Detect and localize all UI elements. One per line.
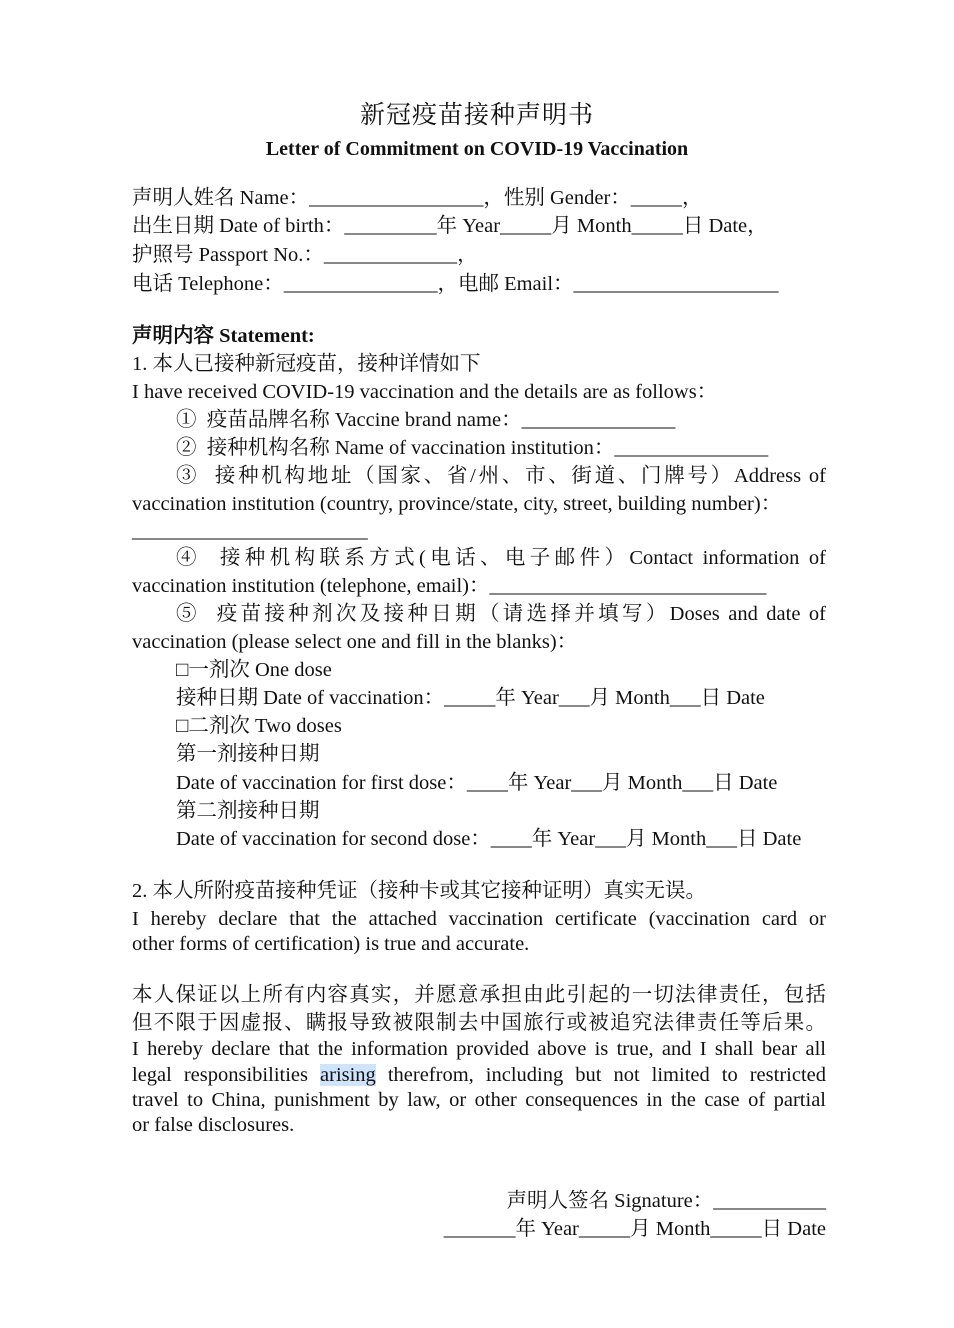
guarantee-chinese-line-1: 本人保证以上所有内容真实，并愿意承担由此引起的一切法律责任，包括 — [132, 984, 826, 1006]
guarantee-text-before-highlight: legal responsibilities — [132, 1064, 321, 1086]
first-dose-date: Date of vaccination for first dose：____年 Year___月 Month___日 Date — [176, 772, 778, 794]
name-gender-line: 声明人姓名 Name：_________________，性别 Gender：_____， — [132, 187, 703, 209]
item1-chinese: 1. 本人已接种新冠疫苗，接种详情如下 — [132, 353, 481, 375]
one-dose-option: □一剂次 One dose — [176, 659, 332, 681]
telephone-email-line: 电话 Telephone：_______________，电邮 Email：____________________ — [132, 273, 779, 295]
institution-address-blank: _______________________ — [132, 520, 368, 542]
highlighted-word[interactable]: arising — [320, 1064, 376, 1086]
vaccine-brand-line: ① 疫苗品牌名称 Vaccine brand name：_______________ — [176, 409, 676, 431]
institution-address-line-2: vaccination institution (country, province/state, city, street, building number)： — [132, 493, 782, 515]
two-doses-option: □二剂次 Two doses — [176, 715, 342, 737]
signature-date-line: _______年 Year_____月 Month_____日 Date — [443, 1218, 826, 1240]
one-dose-date: 接种日期 Date of vaccination：_____年 Year___月 Month___日 Date — [176, 687, 765, 709]
item2-english-line-2: other forms of certification) is true and accurate. — [132, 933, 530, 955]
item2-english-line-1: I hereby declare that the attached vaccination certificate (vaccination card or — [132, 908, 826, 930]
institution-name-line: ② 接种机构名称 Name of vaccination institution：_______________ — [176, 437, 769, 459]
first-dose-label: 第一剂接种日期 — [176, 743, 320, 765]
guarantee-chinese-line-2: 但不限于因虚报、瞒报导致被限制去中国旅行或被追究法律责任等后果。 — [132, 1012, 826, 1034]
item1-english: I have received COVID-19 vaccination and the details are as follows： — [132, 381, 718, 403]
doses-line-1: ⑤ 疫苗接种剂次及接种日期（请选择并填写）Doses and date of — [176, 603, 826, 625]
institution-contact-line-2: vaccination institution (telephone, email)：___________________________ — [132, 575, 767, 597]
title-chinese: 新冠疫苗接种声明书 — [359, 102, 594, 129]
birth-date-line: 出生日期 Date of birth：_________年 Year_____月 Month_____日 Date， — [132, 215, 768, 237]
guarantee-english-line-4: or false disclosures. — [132, 1114, 295, 1136]
institution-address-line-1: ③ 接种机构地址（国家、省/州、市、街道、门牌号）Address of — [176, 465, 826, 487]
guarantee-text-after-highlight: therefrom, including but not limited to restricted — [375, 1064, 826, 1086]
guarantee-english-line-1: I hereby declare that the information provided above is true, and I shall bear all — [132, 1038, 826, 1060]
signature-line: 声明人签名 Signature：___________ — [506, 1190, 826, 1212]
statement-heading: 声明内容 Statement: — [132, 325, 315, 347]
guarantee-english-line-2 — [132, 1062, 826, 1088]
item2-chinese: 2. 本人所附疫苗接种凭证（接种卡或其它接种证明）真实无误。 — [132, 880, 706, 902]
guarantee-english-line-3: travel to China, punishment by law, or other consequences in the case of partial — [132, 1089, 826, 1111]
second-dose-label: 第二剂接种日期 — [176, 800, 320, 822]
title-english: Letter of Commitment on COVID-19 Vaccination — [265, 138, 689, 160]
doses-line-2: vaccination (please select one and fill in the blanks)： — [132, 631, 578, 653]
passport-line: 护照号 Passport No.：_____________， — [132, 244, 478, 266]
institution-contact-line-1: ④ 接种机构联系方式(电话、电子邮件）Contact information of — [176, 547, 826, 569]
second-dose-date: Date of vaccination for second dose：____年 Year___月 Month___日 Date — [176, 828, 802, 850]
